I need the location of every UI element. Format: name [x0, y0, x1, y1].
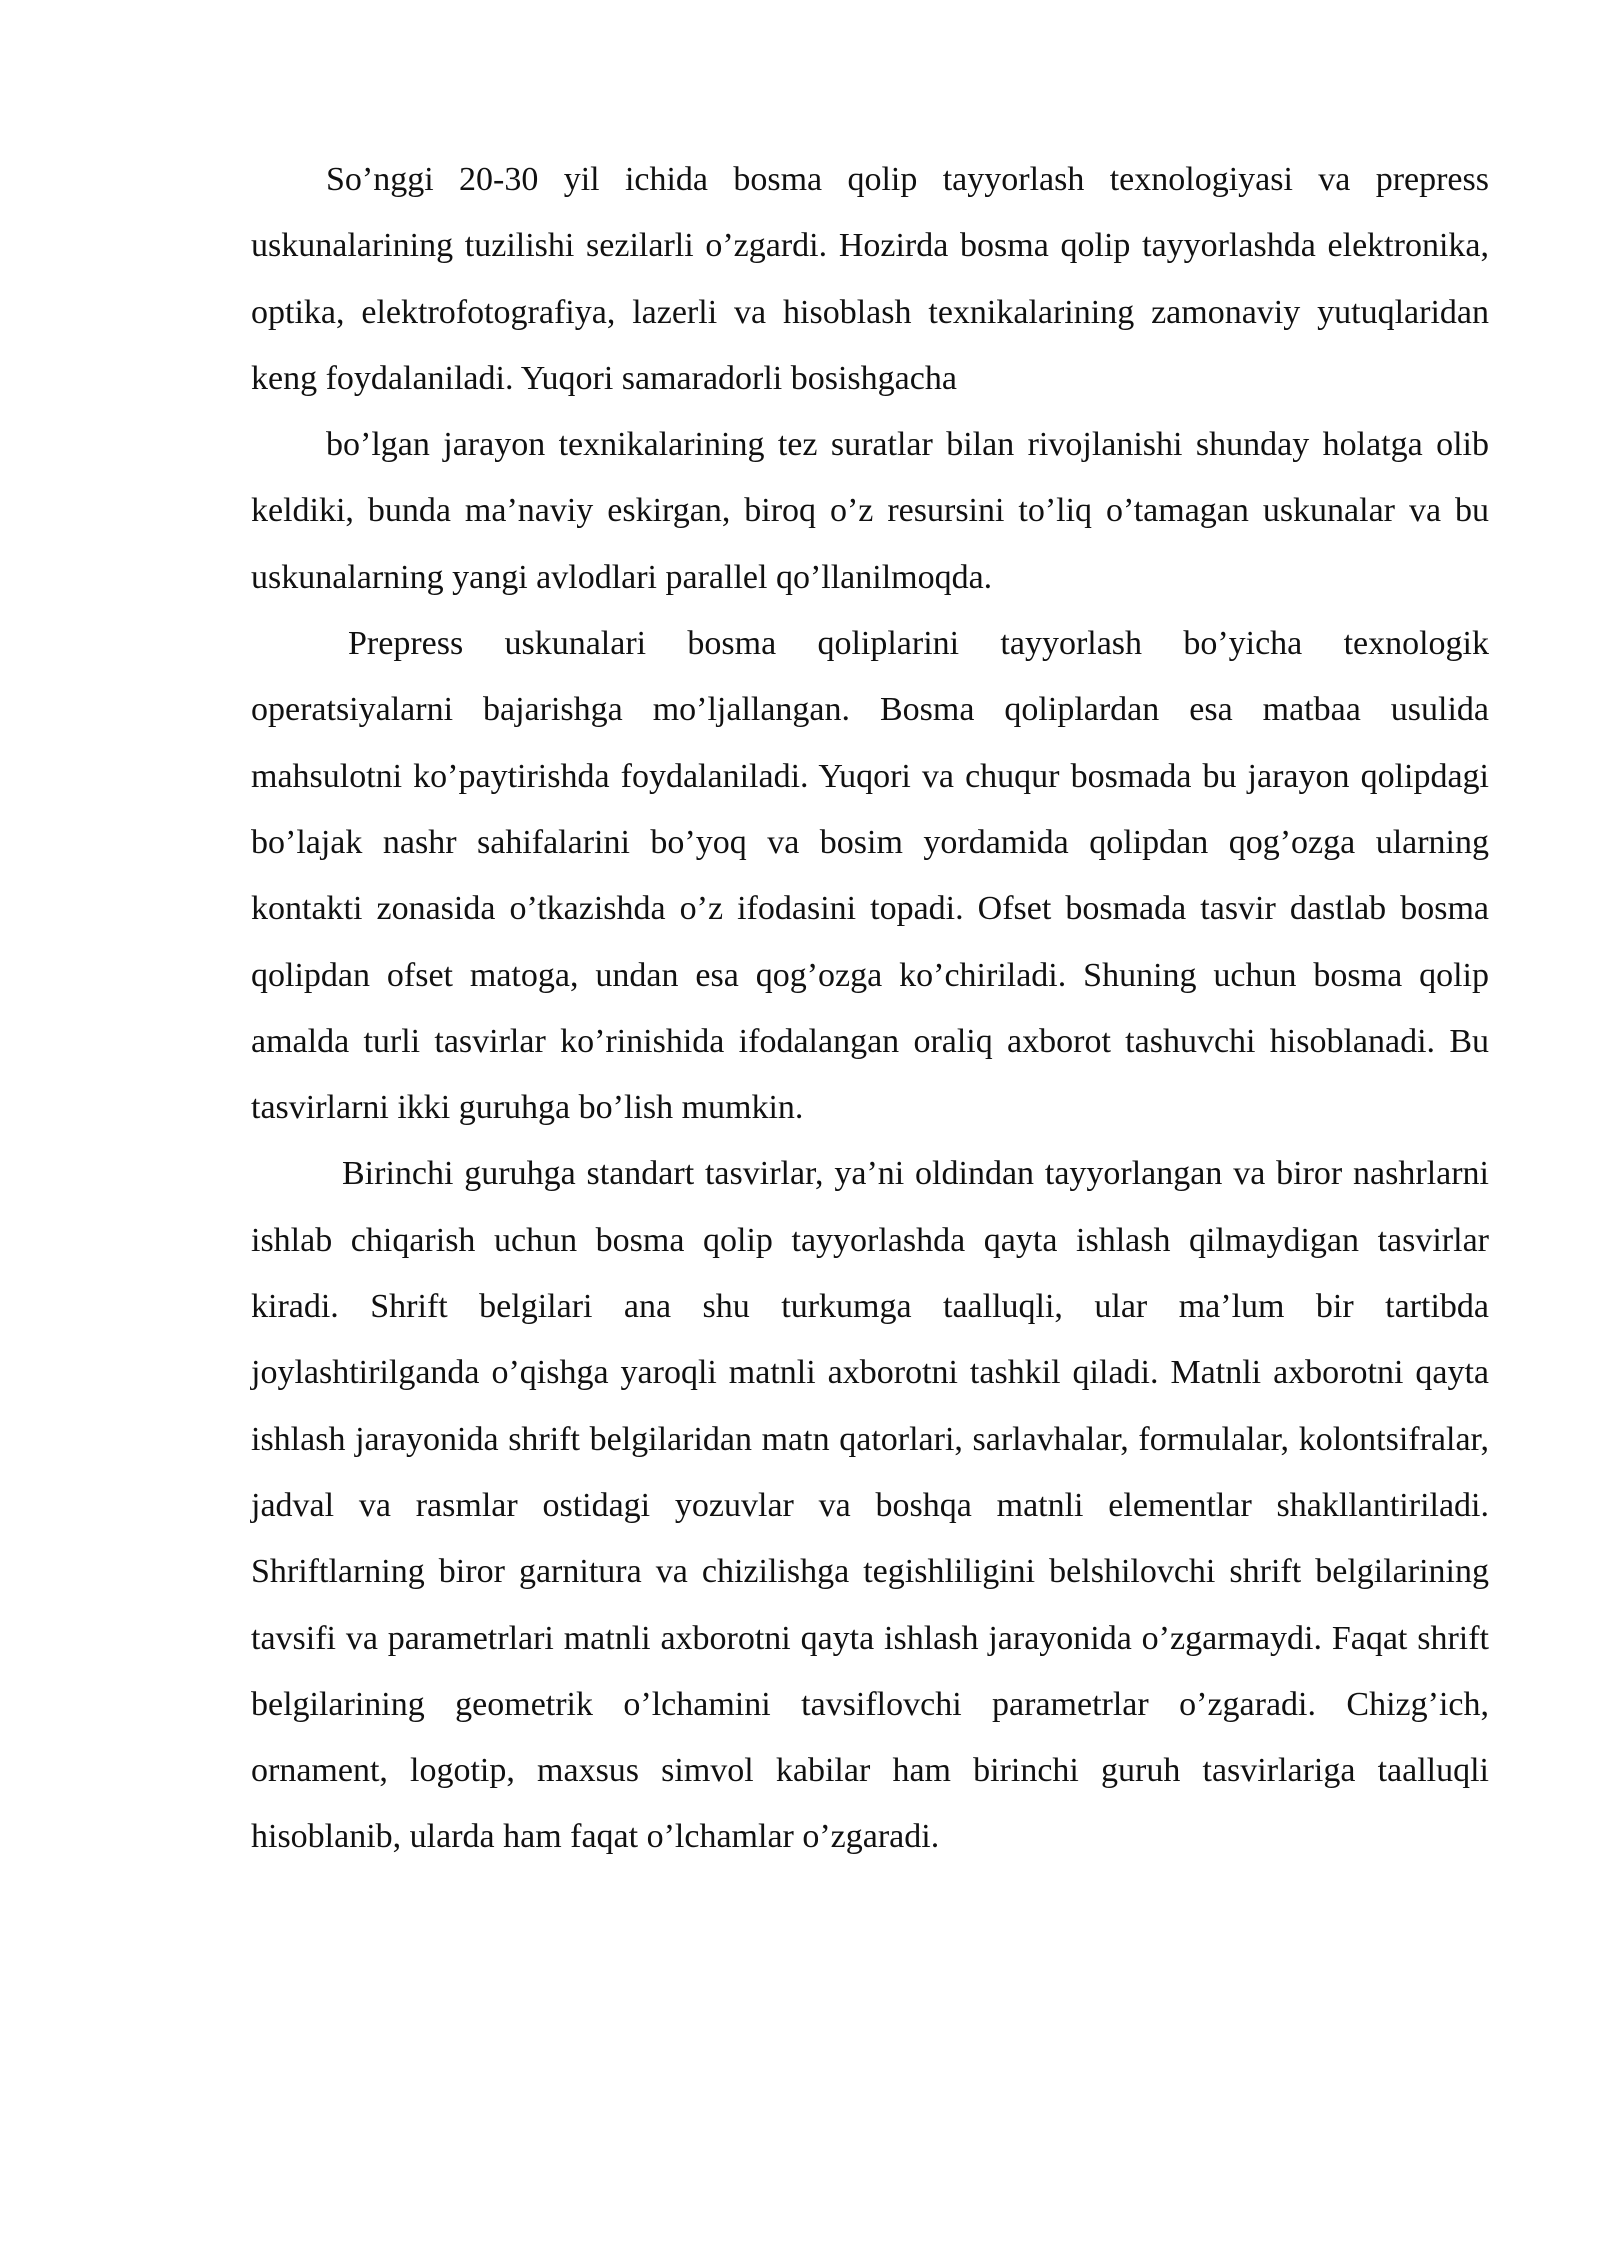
paragraph-3: Prepress uskunalari bosma qoliplarini tayyorlash bo’yicha texnologik operatsiyalarni bajarishga mo’ljallangan. Bosma qoliplardan esa matbaa usulida mahsulotni ko’paytirishda foydalaniladi. Yuqori va chuqur bosmada bu jarayon qolipdagi bo’lajak nashr sahifalarini bo’yoq va bosim yordamida qolipdan qog’ozga ularning kontakti zonasida o’tkazishda o’z ifodasini topadi. Ofset bosmada tasvir dastlab bosma qolipdan ofset matoga, undan esa qog’ozga ko’chiriladi. Shuning uchun bosma qolip amalda turli tasvirlar ko’rinishida ifodalangan oraliq axborot tashuvchi hisoblanadi. Bu tasvirlarni ikki guruhga bo’lish mumkin. — [251, 625, 1489, 1127]
paragraph-1: So’nggi 20-30 yil ichida bosma qolip tayyorlash texnologiyasi va prepress uskunalarining tuzilishi sezilarli o’zgardi. Hozirda bosma qolip tayyorlashda elektronika, optika, elektrofotografiya, lazerli va hisoblash texnikalarining zamonaviy yutuqlaridan keng foydalaniladi. Yuqori samaradorli bosishgacha — [251, 161, 1489, 397]
document-body — [251, 147, 1489, 1871]
paragraph-4: Birinchi guruhga standart tasvirlar, ya’ni oldindan tayyorlangan va biror nashrlarni ishlab chiqarish uchun bosma qolip tayyorlashda qayta ishlash qilmaydigan tasvirlar kiradi. Shrift belgilari ana shu turkumga taalluqli, ular ma’lum bir tartibda joylashtirilganda o’qishga yaroqli matnli axborotni tashkil qiladi. Matnli axborotni qayta ishlash jarayonida shrift belgilaridan matn qatorlari, sarlavhalar, formulalar, kolontsifralar, jadval va rasmlar ostidagi yozuvlar va boshqa matnli elementlar shakllantiriladi. Shriftlarning biror garnitura va chizilishga tegishliligini belshilovchi shrift belgilarining tavsifi va parametrlari matnli axborotni qayta ishlash jarayonida o’zgarmaydi. Faqat shrift belgilarining geometrik o’lchamini tavsiflovchi parametrlar o’zgaradi. Chizg’ich, ornament, logotip, maxsus simvol kabilar ham birinchi guruh tasvirlariga taalluqli hisoblanib, ularda ham faqat o’lchamlar o’zgaradi. — [251, 1155, 1489, 1856]
paragraph-2: bo’lgan jarayon texnikalarining tez suratlar bilan rivojlanishi shunday holatga olib keldiki, bunda ma’naviy eskirgan, biroq o’z resursini to’liq o’tamagan uskunalar va bu uskunalarning yangi avlodlari parallel qo’llanilmoqda. — [251, 426, 1489, 596]
